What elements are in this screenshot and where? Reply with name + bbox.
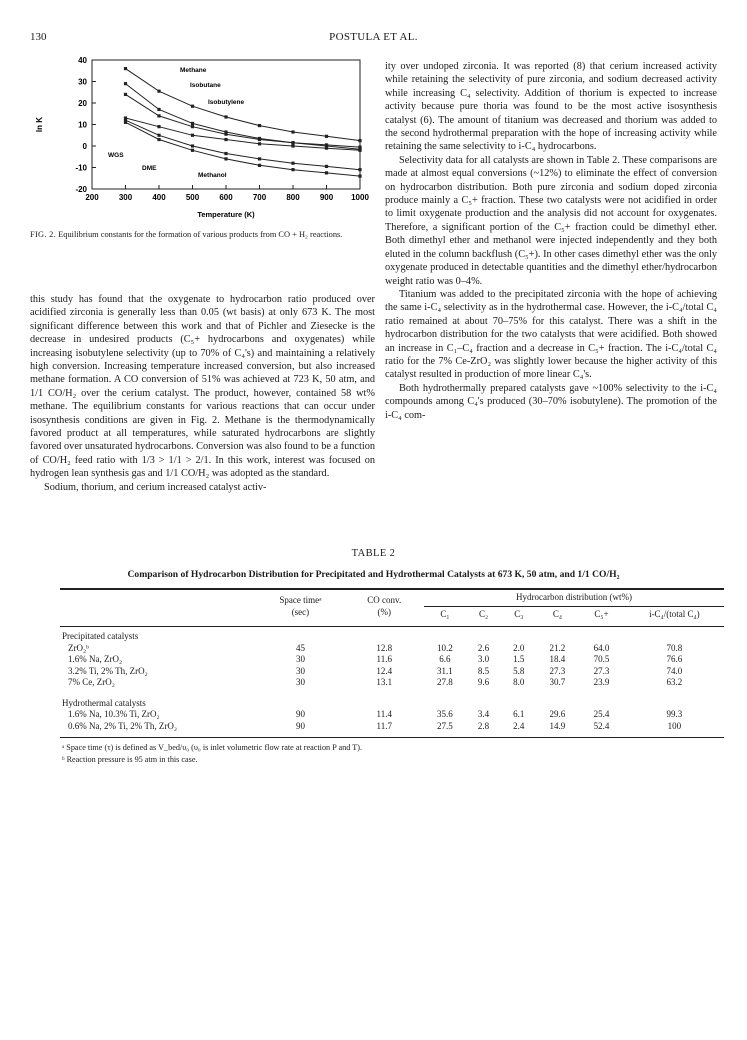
table-cell: 100 — [667, 720, 682, 731]
page-number: 130 — [30, 31, 47, 43]
table-title: TABLE 2 — [351, 548, 396, 559]
table-cell: 70.5 — [593, 654, 610, 664]
space-time-header: Space timeᵃ — [279, 594, 322, 605]
table-row — [60, 709, 724, 721]
figure-caption — [30, 229, 370, 240]
table-cell: 27.3 — [549, 665, 566, 676]
table-cell: 52.4 — [593, 720, 610, 731]
data-point — [358, 139, 361, 142]
data-point — [157, 138, 160, 141]
table-cell: 1.5 — [513, 654, 525, 664]
x-axis-label: Temperature (K) — [197, 210, 255, 219]
y-tick-label: 20 — [78, 99, 87, 108]
data-point — [191, 144, 194, 147]
catalyst-name: 3.2% Ti, 2% Th, ZrO₂ — [68, 665, 148, 676]
figure-caption-text: Equilibrium constants for the formation of various products from CO + H₂ reactions. — [58, 230, 343, 239]
x-tick-label: 500 — [185, 193, 200, 202]
table-cell: 90 — [295, 720, 305, 731]
series-label: Isobutylene — [208, 99, 245, 106]
table-cell: 25.4 — [593, 709, 610, 719]
data-point — [291, 141, 294, 144]
paragraph: this study has found that the oxygenate to hydrocarbon ratio produced over acidified zirconia is generally less than 0.05 (wt basis) at only 673 K. The most significant difference between this work and that of Pichler and Ziesecke is the decrease in undesired products (C₅+ hydrocarbons and oxygenates) while increasing isobutylene selectivity (up to 70% of C₄'s) and maintaining a relatively high conversion. Increasing temperature increased conversion, but also increased methane formation. A CO conversion of 51% was achieved at 723 K, 50 atm, and 1/1 CO/H₂ over the cerium catalyst. The product, however, contained 58 wt% methane. The equilibrium constants for various reactions that can occur under isosynthesis conditions are given in Fig. 2. Methane is the thermodynamically favored product at all temperatures, while saturated hydrocarbons are slightly favored over unsaturated hydrocarbons. Conversion was also found to be a function of CO/H₂ feed ratio with 1/3 > 1/1 > 2/1. In this work, interest was focused on hydrogen lean synthesis gas and 1/1 CO/H₂ was adopted as the standard. — [30, 294, 375, 480]
data-point — [224, 138, 227, 141]
section-hydrothermal: Hydrothermal catalysts — [62, 697, 146, 708]
header-c3: C₃ — [501, 606, 536, 620]
data-point — [124, 82, 127, 85]
data-point — [224, 115, 227, 118]
data-point — [191, 122, 194, 125]
data-point — [224, 133, 227, 136]
footnote-a: ᵃ Space time (τ) is defined as V_bed/υ₀ (υ₀ is inlet volumetric flow rate at reaction P and T). — [62, 743, 362, 752]
data-point — [191, 134, 194, 137]
figure-caption-label: FIG. 2. — [30, 230, 57, 239]
plot-frame — [92, 60, 360, 189]
table-cell: 23.9 — [593, 677, 610, 687]
table-cell: 45 — [295, 642, 305, 653]
data-point — [325, 171, 328, 174]
y-tick-label: 10 — [78, 120, 87, 130]
table-cell: 30 — [295, 665, 305, 676]
table-cell: 76.6 — [666, 654, 683, 664]
table-row — [60, 654, 724, 666]
table-cell: 31.1 — [437, 665, 453, 676]
table-cell: 13.1 — [376, 677, 393, 687]
table-cell: 21.2 — [549, 642, 566, 653]
y-tick-label: -10 — [75, 163, 87, 173]
data-point — [258, 138, 261, 141]
data-point — [124, 93, 127, 96]
data-point — [358, 168, 361, 171]
table-cell: 11.7 — [376, 720, 392, 731]
x-tick-label: 200 — [85, 193, 99, 202]
paragraph: Selectivity data for all catalysts are shown in Table 2. These comparisons are made at almost equal conversions (~12%) to eliminate the effect of conversion on hydrocarbon distribution. Both pure zirconia and sodium doped zirconia produce mainly a C₅+ fraction. These two catalysts were not acidified in order to limit oxygenate production and the analysis did not account for oxygenates. Therefore, a significant portion of the C₅+ fraction could be dimethyl ether. Both dimethyl ether and methanol were injected independently and they both eluted in the column backflush (C₅+). In other cases dimethyl ether was the only oxygenate produced in detectable quantities and the dimethyl ether/hydrocarbon weight ratio was 0–4%. — [385, 154, 717, 287]
data-point — [124, 121, 127, 124]
table-cell: 27.5 — [437, 720, 453, 731]
equilibrium-chart — [30, 52, 375, 224]
x-tick-label: 400 — [152, 193, 166, 202]
table-cell: 63.2 — [666, 677, 683, 687]
group-header: Hydrocarbon distribution (wt%) — [515, 592, 632, 602]
running-head: POSTULA ET AL. — [329, 31, 418, 43]
table-cell: 2.8 — [477, 720, 490, 731]
x-tick-label: 300 — [118, 193, 133, 202]
table-cell: 30 — [295, 677, 305, 687]
table-row — [60, 677, 724, 689]
data-point — [325, 143, 328, 146]
table-cell: 12.4 — [376, 665, 393, 676]
series-label: DME — [142, 165, 157, 172]
table-cell: 2.4 — [513, 720, 525, 731]
paragraph: Titanium was added to the precipitated zirconia with the hope of achieving the same i-C₄ selectivity as in the hydrothermal case. However, the i-C₄/total C₄ ratio remained at about 70–75% for this catalyst. There was a shift in the hydrocarbon distribution for the two catalysts that were acidified. Both showed an increase in C₁–C₄ fraction and a decrease in C₅+ fraction. The i-C₄/total C₄ ratio for the 7% Ce-ZrO₂ was slightly lower because the higher activity of this catalyst resulted in production of more linear C₄'s. — [385, 288, 717, 381]
co-conv-unit: (%) — [377, 607, 392, 618]
x-tick-label: 1000 — [351, 193, 369, 202]
left-column — [30, 293, 375, 494]
header-c2: C₂ — [466, 606, 501, 620]
catalyst-name: 1.6% Na, ZrO₂ — [68, 654, 123, 664]
table-cell: 2.0 — [513, 642, 525, 653]
x-tick-label: 900 — [319, 193, 334, 202]
paragraph: Both hydrothermally prepared catalysts gave ~100% selectivity to the i-C₄ compounds among C₄'s produced (30–70% isobutylene). The promotion of the i-C₄ com- — [385, 382, 717, 421]
series-label: Methanol — [198, 172, 227, 179]
x-tick-label: 600 — [219, 193, 233, 202]
data-point — [258, 124, 261, 127]
y-axis-label: ln K — [35, 116, 44, 133]
right-column — [385, 60, 717, 422]
table-cell: 6.1 — [513, 709, 525, 719]
series-line-methanol — [126, 122, 361, 176]
table-cell: 8.5 — [477, 665, 490, 676]
data-point — [291, 144, 294, 147]
y-tick-label: -20 — [75, 185, 87, 194]
table-cell: 8.0 — [513, 677, 525, 687]
co-conv-header: CO conv. — [367, 594, 402, 605]
paragraph: ity over undoped zirconia. It was reported (8) that cerium increased activity while retaining the selectivity of pure zirconia, and sodium decreased activity while increasing C₄ selectivity. Addition of thorium is expected to increase activity because pure thoria was found to be the most active isosynthesis catalyst (6). The amount of titanium was decreased and thorium was added to the second hydrothermal preparation with the hope of increasing activity while retaining the same selectivity to i-C₄ hydrocarbons. — [385, 61, 717, 153]
table-cell: 27.3 — [593, 665, 610, 676]
catalyst-name: 0.6% Na, 2% Ti, 2% Th, ZrO₂ — [68, 720, 177, 731]
table-cell: 9.6 — [477, 677, 490, 687]
table-cell: 18.4 — [549, 654, 566, 664]
data-point — [191, 105, 194, 108]
table-row — [60, 666, 724, 678]
table-cell: 35.6 — [437, 709, 453, 719]
data-point — [157, 90, 160, 93]
y-tick-label: 0 — [82, 142, 87, 151]
table-cell: 64.0 — [593, 642, 610, 653]
data-point — [291, 168, 294, 171]
data-point — [157, 108, 160, 111]
data-point — [325, 165, 328, 168]
data-point — [157, 134, 160, 137]
footnote-b: ᵇ Reaction pressure is 95 atm in this case. — [62, 755, 198, 764]
chart-ticks — [35, 56, 369, 219]
data-point — [291, 162, 294, 165]
table-row — [60, 721, 724, 733]
header-c5plus: C₅+ — [578, 606, 624, 620]
data-point — [258, 164, 261, 167]
catalyst-name: 7% Ce, ZrO₂ — [68, 677, 115, 687]
table-cell: 70.8 — [666, 642, 683, 653]
data-point — [258, 142, 261, 145]
data-point — [325, 147, 328, 150]
data-point — [191, 125, 194, 128]
table-cell: 90 — [295, 709, 305, 719]
table-caption: Comparison of Hydrocarbon Distribution for Precipitated and Hydrothermal Catalysts at 673 K, 50 atm, and 1/1 CO/H₂ — [127, 569, 620, 580]
data-point — [325, 135, 328, 138]
table-cell: 10.2 — [437, 642, 453, 653]
table-cell: 99.3 — [666, 709, 683, 719]
data-point — [358, 175, 361, 178]
chart-axes — [92, 60, 360, 189]
data-point — [224, 152, 227, 155]
header-c1: C₁ — [424, 606, 466, 620]
table-cell: 74.0 — [666, 665, 683, 676]
table-cell: 30.7 — [549, 677, 566, 687]
paragraph: Sodium, thorium, and cerium increased catalyst activ- — [44, 481, 267, 493]
catalyst-name: ZrO₂ᵇ — [68, 642, 89, 653]
header-ic4-ratio: i-C₄/(total C₄) — [625, 606, 724, 620]
data-point — [124, 67, 127, 70]
table-cell: 2.6 — [477, 642, 490, 653]
data-point — [224, 157, 227, 160]
series-label: Methane — [180, 67, 207, 74]
table-cell: 11.6 — [376, 654, 392, 664]
data-point — [258, 157, 261, 160]
y-tick-label: 30 — [78, 77, 87, 87]
data-point — [358, 145, 361, 148]
series-label: Isobutane — [190, 82, 221, 89]
data-point — [157, 125, 160, 128]
data-point — [291, 130, 294, 133]
table-cell: 12.8 — [376, 642, 393, 653]
x-tick-label: 800 — [286, 193, 300, 202]
table-cell: 3.4 — [477, 709, 490, 719]
table-cell: 14.9 — [549, 720, 566, 731]
table-cell: 5.8 — [513, 665, 525, 676]
chart-series — [108, 67, 362, 179]
table-cell: 27.8 — [437, 677, 453, 687]
table-cell: 29.6 — [549, 709, 566, 719]
table-cell: 11.4 — [376, 709, 392, 719]
y-tick-label: 40 — [78, 56, 87, 65]
table-cell: 30 — [295, 654, 305, 664]
table-cell: 3.0 — [477, 654, 490, 664]
data-point — [157, 114, 160, 117]
data-point — [191, 149, 194, 152]
table-row — [60, 643, 724, 655]
header-c4: C₄ — [536, 606, 578, 620]
x-tick-label: 700 — [252, 193, 267, 202]
series-label: WGS — [108, 152, 124, 159]
hydrocarbon-table — [60, 588, 724, 766]
space-time-unit: (sec) — [291, 607, 310, 618]
section-precipitated: Precipitated catalysts — [62, 631, 139, 641]
table-cell: 6.6 — [439, 654, 451, 664]
data-point — [358, 149, 361, 152]
catalyst-name: 1.6% Na, 10.3% Ti, ZrO₂ — [68, 709, 160, 719]
